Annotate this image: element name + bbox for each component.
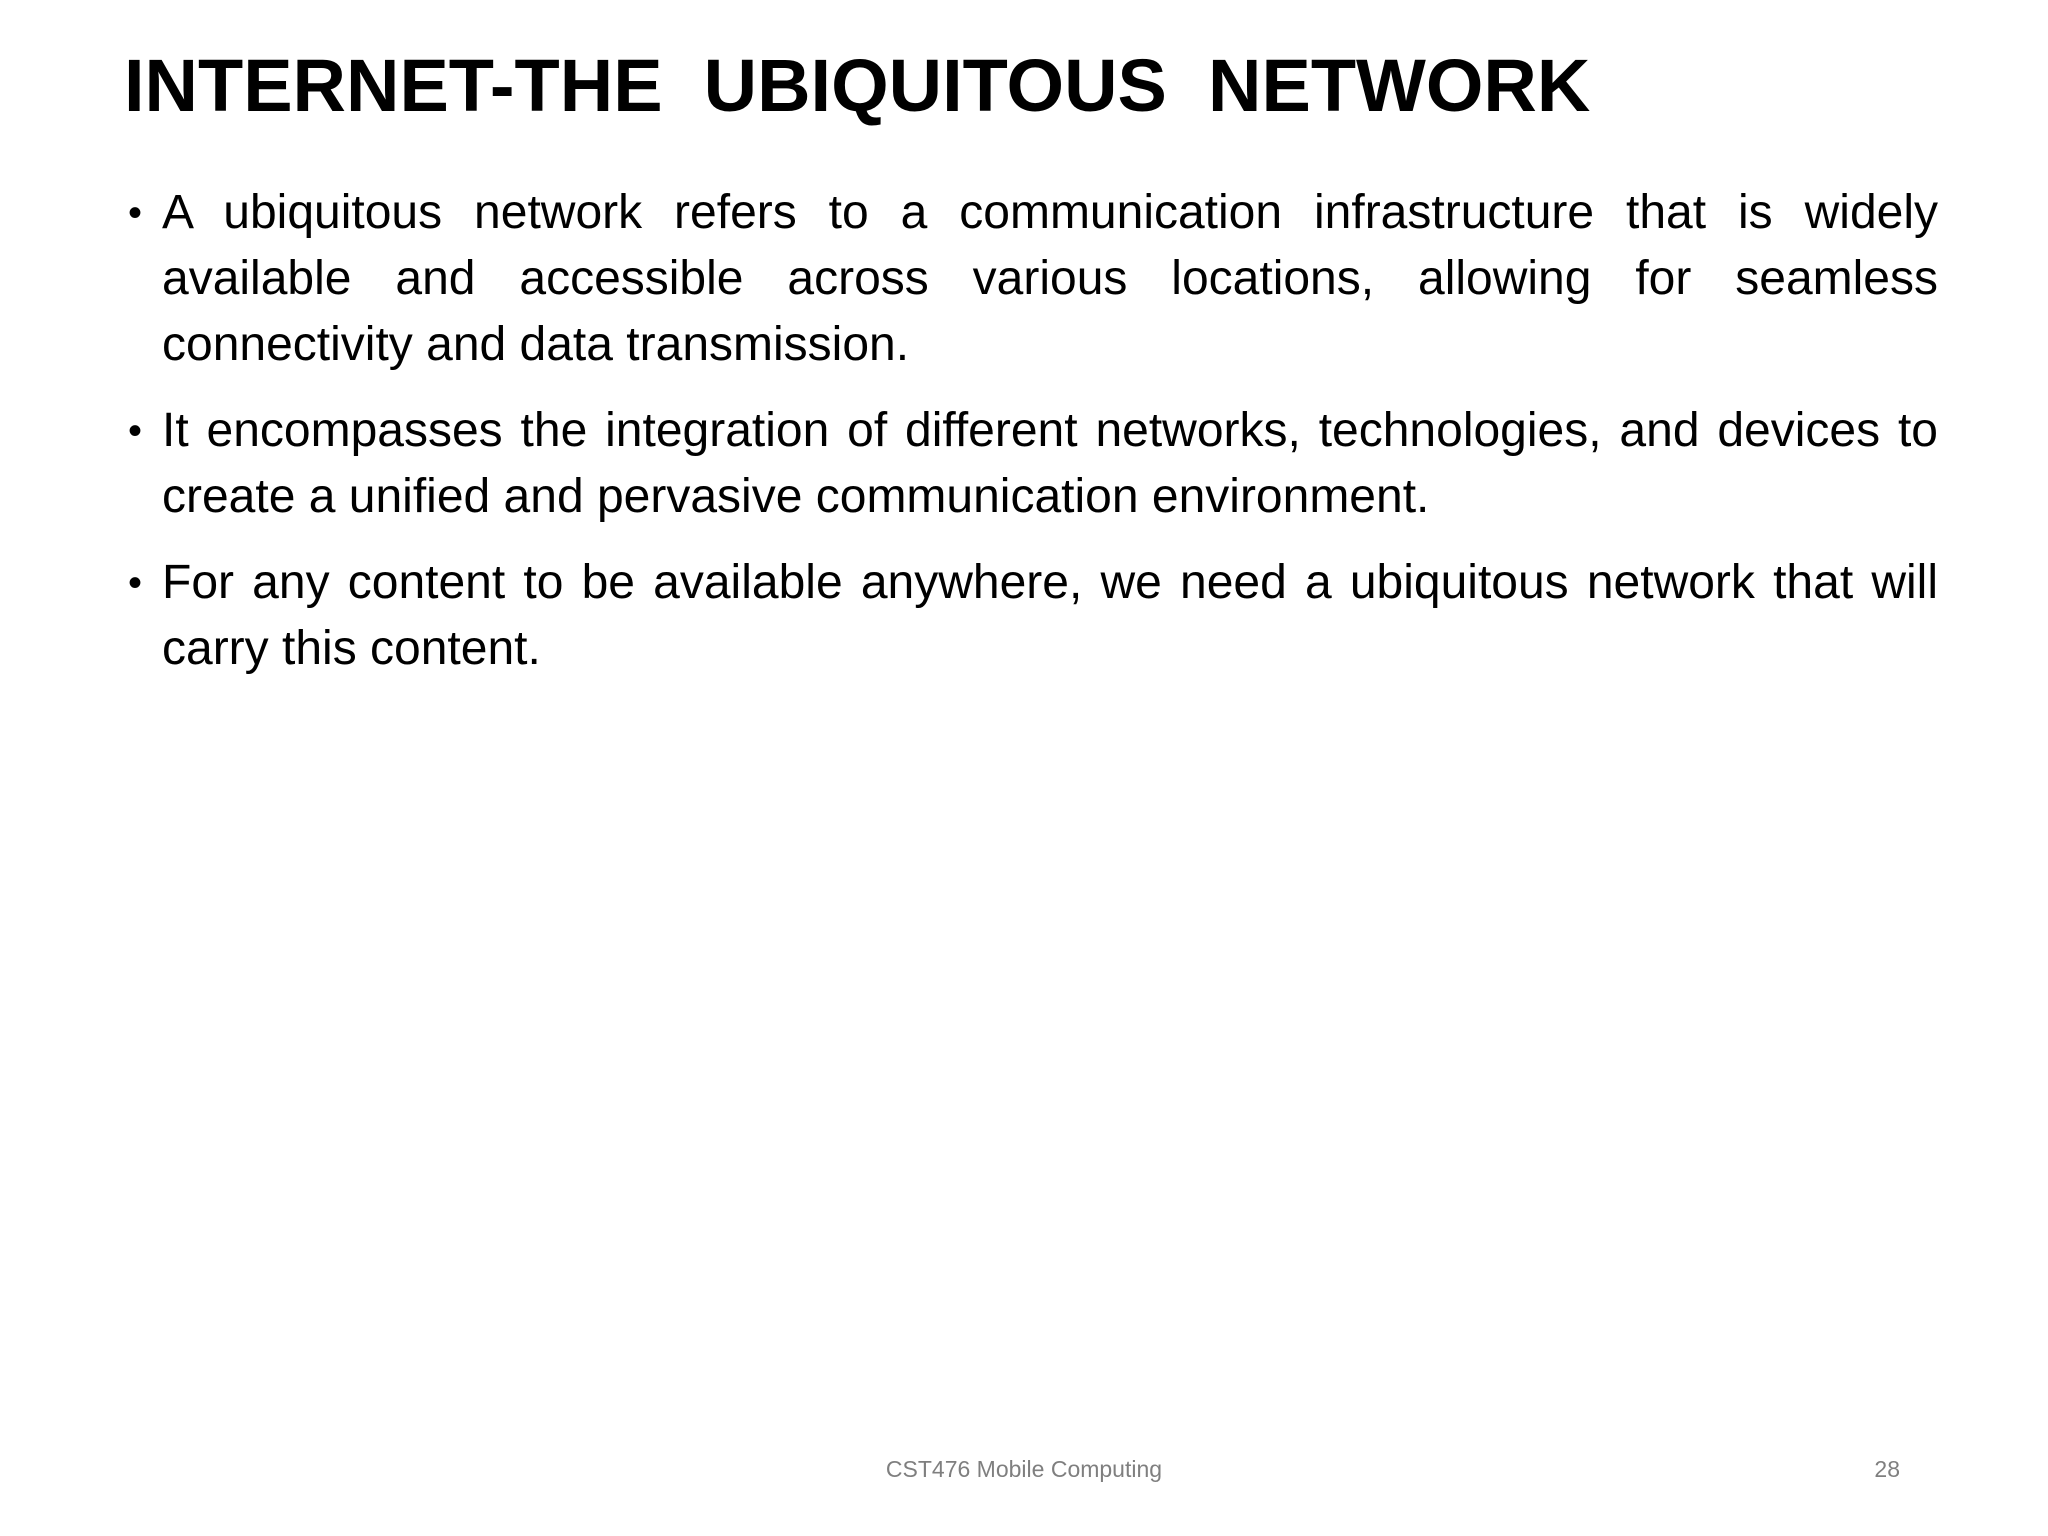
bullet-text: It encompasses the integration of different networks, technologies, and devices to create a unified and pervasive communication environment.: [162, 404, 1938, 523]
bullet-text: A ubiquitous network refers to a communication infrastructure that is widely available and accessible across various locations, allowing for seamless connectivity and data transmission.: [162, 186, 1938, 371]
footer-course: CST476 Mobile Computing: [885, 1456, 1163, 1482]
bullet-text: For any content to be available anywhere, we need a ubiquitous network that will carry this content.: [162, 556, 1938, 675]
bullet-item: [128, 398, 1938, 530]
bullet-marker: •: [128, 409, 143, 453]
bullet-marker: •: [128, 191, 143, 235]
bullet-item: [128, 180, 1938, 378]
slide-title: INTERNET-THE UBIQUITOUS NETWORK: [124, 44, 1591, 127]
bullet-item: [128, 550, 1938, 682]
bullet-marker: •: [128, 561, 143, 605]
page-number: 28: [1874, 1456, 1900, 1482]
bullet-list: [128, 180, 1938, 702]
